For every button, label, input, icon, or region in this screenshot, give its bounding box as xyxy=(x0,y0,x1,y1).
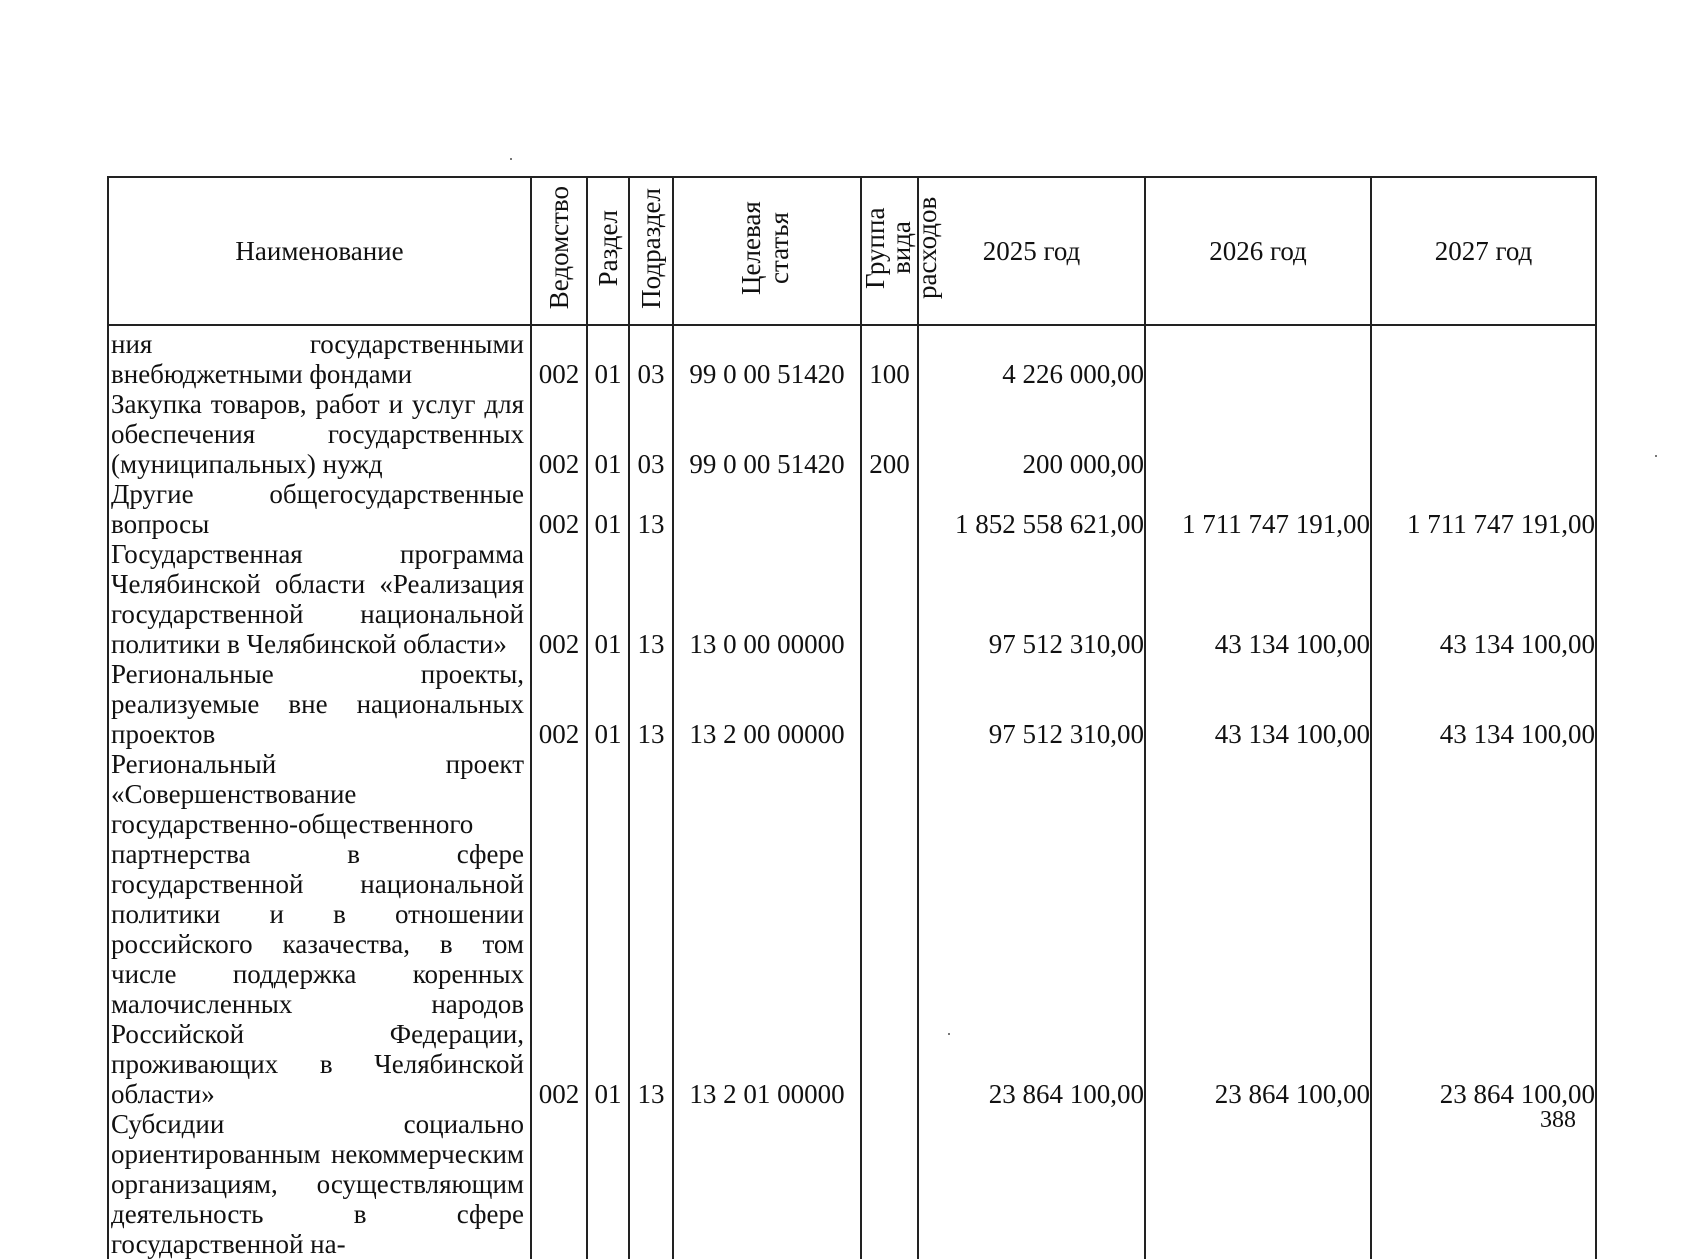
table-row xyxy=(108,749,1596,1109)
row-amount-2026: 1 711 747 191,00 xyxy=(1145,479,1371,539)
table-row xyxy=(108,325,1596,389)
row-name: Государственная программа Челябинской области «Реализация государственной национальной политики в Челябинской области» xyxy=(108,539,531,659)
row-expense-group: 100 xyxy=(861,325,918,389)
row-amount-2027 xyxy=(1371,389,1596,479)
table-row xyxy=(108,479,1596,539)
row-target: 99 0 00 51420 xyxy=(673,389,861,479)
header-section: Раздел xyxy=(587,177,629,325)
row-amount-2027: 1 711 747 191,00 xyxy=(1371,479,1596,539)
row-target: 13 2 00 00000 xyxy=(673,659,861,749)
row-amount-2025: 1 852 558 621,00 xyxy=(918,479,1145,539)
row-amount-2025: 23 864 100,00 xyxy=(918,749,1145,1109)
page-number: 388 xyxy=(1540,1107,1576,1133)
row-expense-group xyxy=(861,659,918,749)
row-dept: 002 xyxy=(531,479,587,539)
header-name: Наименование xyxy=(108,177,531,325)
row-section: 01 xyxy=(587,389,629,479)
row-amount-2027: 43 134 100,00 xyxy=(1371,659,1596,749)
scan-speck xyxy=(510,158,512,160)
row-target: 13 2 01 00000 xyxy=(673,749,861,1109)
row-amount-2026: 43 134 100,00 xyxy=(1145,659,1371,749)
scan-speck xyxy=(1655,455,1657,457)
row-name: Другие общегосударственные вопросы xyxy=(108,479,531,539)
row-target: 99 0 00 51420 xyxy=(673,325,861,389)
row-amount-2025: 97 512 310,00 xyxy=(918,539,1145,659)
row-subsection: 13 xyxy=(629,749,673,1109)
row-expense-group xyxy=(861,539,918,659)
row-subsection: 13 xyxy=(629,539,673,659)
row-name: Закупка товаров, работ и услуг для обеспечения государственных (муниципальных) нужд xyxy=(108,389,531,479)
table-row xyxy=(108,389,1596,479)
table-header-row xyxy=(108,177,1596,325)
row-name: Региональный проект «Совершенствование государственно-общественного партнерства в сфере государственной национальной политики и в отношении российского казачества, в том числе поддержка коренных малочисленных народов Российской Федерации, проживающих в Челябинской области» xyxy=(108,749,531,1109)
row-section: 01 xyxy=(587,749,629,1109)
row-section: 01 xyxy=(587,479,629,539)
row-subsection xyxy=(629,1109,673,1259)
row-section xyxy=(587,1109,629,1259)
row-target xyxy=(673,1109,861,1259)
row-amount-2027: 23 864 100,00 xyxy=(1371,749,1596,1109)
header-2026: 2026 год xyxy=(1145,177,1371,325)
row-dept xyxy=(531,1109,587,1259)
row-expense-group xyxy=(861,479,918,539)
row-amount-2025: 200 000,00 xyxy=(918,389,1145,479)
row-amount-2025: 97 512 310,00 xyxy=(918,659,1145,749)
row-subsection: 03 xyxy=(629,325,673,389)
row-amount-2026 xyxy=(1145,1109,1371,1259)
header-expense-group: Группа вида расходов xyxy=(861,177,918,325)
row-dept: 002 xyxy=(531,749,587,1109)
table-row xyxy=(108,659,1596,749)
row-amount-2025: 4 226 000,00 xyxy=(918,325,1145,389)
row-dept: 002 xyxy=(531,659,587,749)
row-target: 13 0 00 00000 xyxy=(673,539,861,659)
budget-table xyxy=(107,176,1597,1259)
row-dept: 002 xyxy=(531,325,587,389)
row-amount-2026 xyxy=(1145,389,1371,479)
row-section: 01 xyxy=(587,325,629,389)
row-dept: 002 xyxy=(531,539,587,659)
row-name: Региональные проекты, реализуемые вне национальных проектов xyxy=(108,659,531,749)
row-amount-2027 xyxy=(1371,325,1596,389)
table-row xyxy=(108,1109,1596,1259)
row-section: 01 xyxy=(587,539,629,659)
table-row xyxy=(108,539,1596,659)
row-expense-group xyxy=(861,749,918,1109)
row-subsection: 13 xyxy=(629,479,673,539)
row-expense-group: 200 xyxy=(861,389,918,479)
header-2027: 2027 год xyxy=(1371,177,1596,325)
row-expense-group xyxy=(861,1109,918,1259)
row-section: 01 xyxy=(587,659,629,749)
row-amount-2027: 43 134 100,00 xyxy=(1371,539,1596,659)
row-amount-2025 xyxy=(918,1109,1145,1259)
header-target: Целевая статья xyxy=(673,177,861,325)
row-amount-2026 xyxy=(1145,325,1371,389)
row-dept: 002 xyxy=(531,389,587,479)
header-dept: Ведомство xyxy=(531,177,587,325)
row-subsection: 03 xyxy=(629,389,673,479)
row-target xyxy=(673,479,861,539)
row-subsection: 13 xyxy=(629,659,673,749)
row-amount-2026: 23 864 100,00 xyxy=(1145,749,1371,1109)
row-name: ния государственными внебюджетными фондами xyxy=(108,325,531,389)
header-2025: 2025 год xyxy=(918,177,1145,325)
header-subsection: Подраздел xyxy=(629,177,673,325)
row-amount-2026: 43 134 100,00 xyxy=(1145,539,1371,659)
row-name: Субсидии социально ориентированным некоммерческим организациям, осуществляющим деятельность в сфере государственной на- xyxy=(108,1109,531,1259)
